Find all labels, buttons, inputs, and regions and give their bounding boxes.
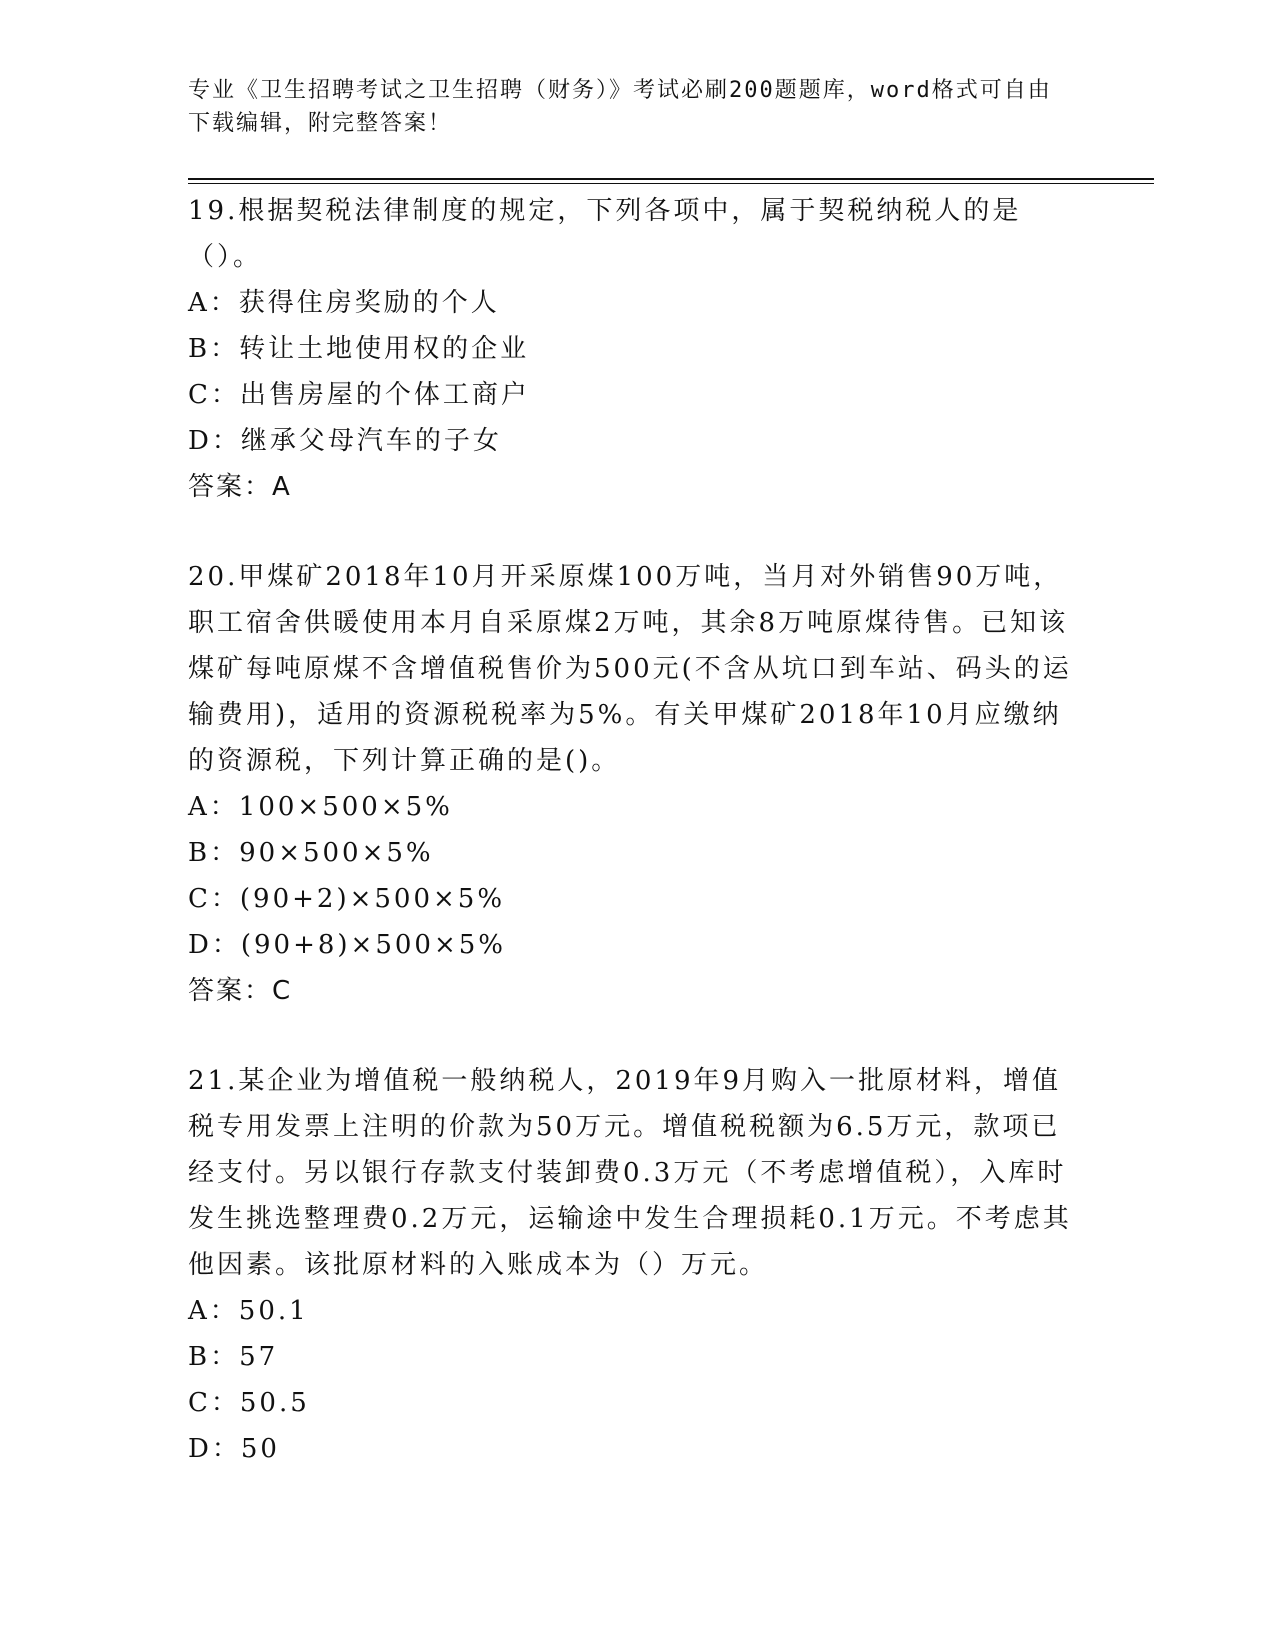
option-a: A：100×500×5% <box>188 792 453 822</box>
option-c: C：50.5 <box>188 1388 310 1418</box>
question-stem: 20.甲煤矿2018年10月开采原煤100万吨，当月对外销售90万吨，职工宿舍供暖使用本月自采原煤2万吨，其余8万吨原煤待售。已知该煤矿每吨原煤不含增值税售价为500元(不含从坑口到车站、码头的运输费用)，适用的资源税税率为5%。有关甲煤矿2018年10月应缴纳的资源税，下列计算正确的是()。 <box>188 562 1072 776</box>
option-list <box>188 784 1088 968</box>
option-a: A：50.1 <box>188 1296 309 1326</box>
option-d: D：50 <box>188 1434 280 1464</box>
question-list <box>188 188 1088 1472</box>
option-d: D：(90+8)×500×5% <box>188 930 506 960</box>
option-d: D：继承父母汽车的子女 <box>188 426 502 456</box>
option-a: A：获得住房奖励的个人 <box>188 288 500 318</box>
question-19 <box>188 188 1088 510</box>
option-b: B：57 <box>188 1342 279 1372</box>
option-list <box>188 1288 1088 1472</box>
answer-line: 答案：A <box>188 472 292 502</box>
header-divider-thick <box>188 178 1154 180</box>
header-divider-thin <box>188 183 1154 184</box>
option-c: C：(90+2)×500×5% <box>188 884 506 914</box>
option-b: B：90×500×5% <box>188 838 434 868</box>
answer-line: 答案：C <box>188 976 293 1006</box>
question-stem: 19.根据契税法律制度的规定，下列各项中，属于契税纳税人的是（）。 <box>188 196 1022 272</box>
option-c: C：出售房屋的个体工商户 <box>188 380 530 410</box>
question-21 <box>188 1058 1088 1472</box>
option-b: B：转让土地使用权的企业 <box>188 334 530 364</box>
question-20 <box>188 554 1088 1014</box>
option-list <box>188 280 1088 464</box>
question-stem: 21.某企业为增值税一般纳税人，2019年9月购入一批原材料，增值税专用发票上注明的价款为50万元。增值税税额为6.5万元，款项已经支付。另以银行存款支付装卸费0.3万元（不考虑增值税），入库时发生挑选整理费0.2万元，运输途中发生合理损耗0.1万元。不考虑其他因素。该批原材料的入账成本为（）万元。 <box>188 1066 1072 1280</box>
document-header: 专业《卫生招聘考试之卫生招聘（财务）》考试必刷200题题库，word格式可自由下载编辑，附完整答案！ <box>188 78 1052 136</box>
